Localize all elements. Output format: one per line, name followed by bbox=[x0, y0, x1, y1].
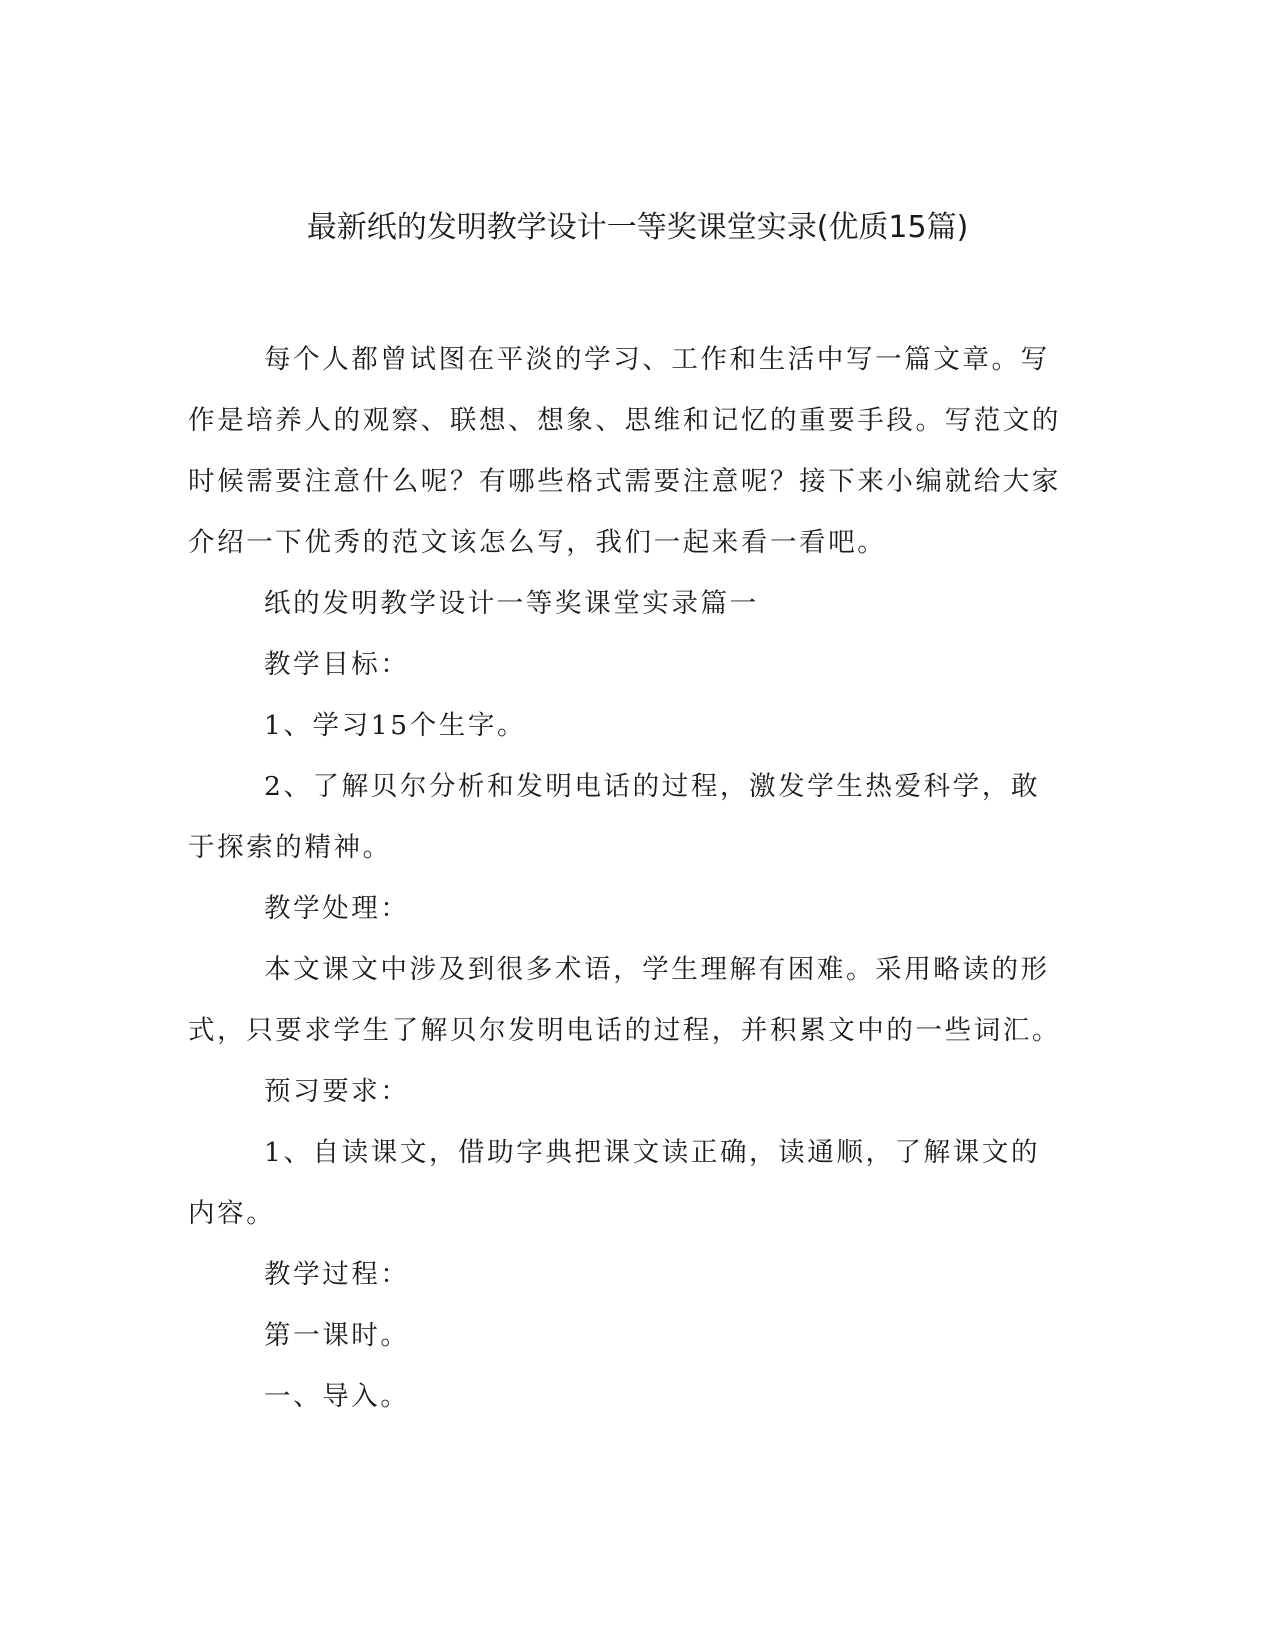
document-title: 最新纸的发明教学设计一等奖课堂实录(优质15篇) bbox=[306, 210, 969, 245]
teaching-goals-heading: 教学目标： bbox=[264, 649, 410, 680]
preview-requirements-heading: 预习要求： bbox=[264, 1076, 410, 1107]
section-heading: 纸的发明教学设计一等奖课堂实录篇一 bbox=[264, 588, 759, 619]
first-lesson-label: 第一课时。 bbox=[264, 1320, 410, 1351]
teaching-handling-heading: 教学处理： bbox=[264, 893, 410, 924]
document-body bbox=[188, 329, 1068, 1427]
goal-item-2: 2、了解贝尔分析和发明电话的过程，激发学生热爱科学，敢于探索的精神。 bbox=[188, 771, 1041, 863]
introduction-step: 一、导入。 bbox=[264, 1381, 410, 1412]
teaching-process-heading: 教学过程： bbox=[264, 1259, 410, 1290]
preview-item-1: 1、自读课文，借助字典把课文读正确，读通顺，了解课文的内容。 bbox=[188, 1137, 1041, 1229]
goal-item-1: 1、学习15个生字。 bbox=[264, 710, 527, 741]
teaching-handling-text: 本文课文中涉及到很多术语，学生理解有困难。采用略读的形式，只要求学生了解贝尔发明电话的过程，并积累文中的一些词汇。 bbox=[188, 954, 1061, 1046]
intro-paragraph: 每个人都曾试图在平淡的学习、工作和生活中写一篇文章。写作是培养人的观察、联想、想象、思维和记忆的重要手段。写范文的时候需要注意什么呢？有哪些格式需要注意呢？接下来小编就给大家介绍一下优秀的范文该怎么写，我们一起来看一看吧。 bbox=[188, 344, 1061, 558]
